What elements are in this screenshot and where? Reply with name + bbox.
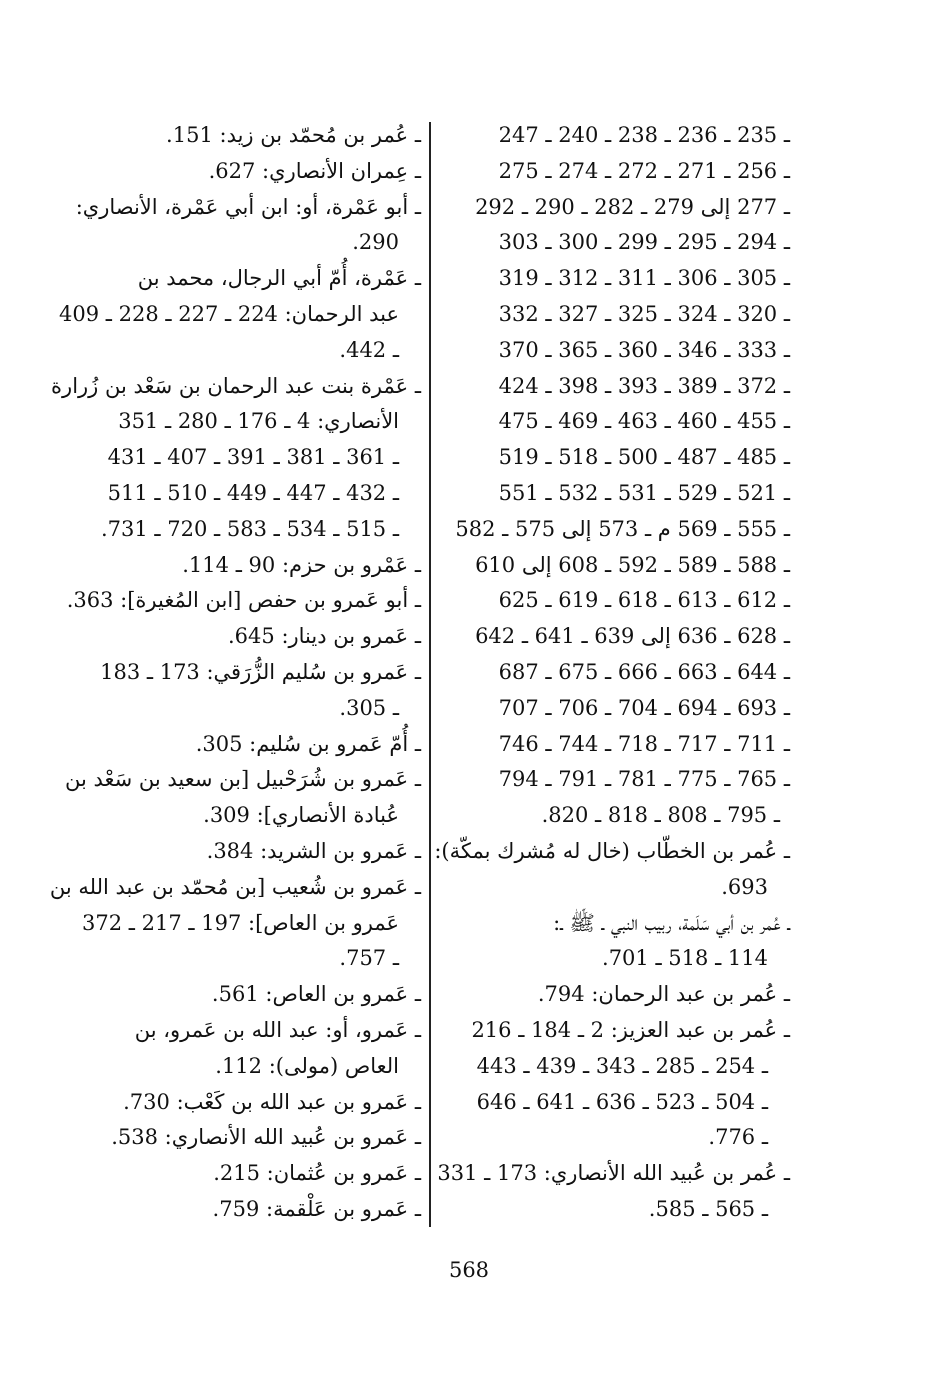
list-item: ـ 294 ـ 295 ـ 299 ـ 300 ـ 303 [498,230,790,255]
index-entry-continuation: ـ 757. [339,946,399,971]
index-entry-continuation: عَمرو بن العاص]: 197 ـ 217 ـ 372 [82,910,399,935]
index-entry-heading: ـ عَمرو بن سُليم الزُّرَقي: 173 ـ 183 [100,659,421,684]
index-entry-heading: ـ عَمرو بن شُعيب [بن مُحمّد بن عبد الله بن [49,874,421,899]
index-entry-continuation: ـ 515 ـ 534 ـ 583 ـ 720 ـ 731. [100,516,399,541]
left-column [46,118,421,1228]
index-entry-heading: ـ عَمْرة، أُمّ أبي الرجال، محمد بن [137,266,421,291]
index-entry-heading: ـ عُمر بن عُبيد الله الأنصاري: 173 ـ 331 [437,1161,790,1186]
page-number: 568 [448,1258,490,1282]
index-entry-heading: ـ عِمران الأنصاري: 627. [208,158,421,183]
index-entry-heading: ـ عَمرو بن دينار: 645. [227,624,421,649]
index-entry-heading: ـ عُمر بن عبد الرحمان: 794. [537,982,790,1007]
index-entry-heading: ـ عُمر بن أبي سَلَمة، ربيب النبي ـ ﷺ ـ: [553,910,790,935]
index-entry-continuation: 693. [721,874,768,899]
list-item: ـ 333 ـ 346 ـ 360 ـ 365 ـ 370 [498,337,790,362]
list-item: ـ 256 ـ 271 ـ 272 ـ 274 ـ 275 [498,158,790,183]
index-entry-continuation: ـ 442. [339,337,399,362]
index-entry-continuation: العاص (مولى): 112. [215,1053,399,1078]
index-entry-heading: ـ عُمر بن عبد العزيز: 2 ـ 184 ـ 216 [471,1017,790,1042]
index-entry-heading: ـ عُمر بن مُحمّد بن زيد: 151. [166,123,421,147]
index-entry-heading: ـ عَمرو بن عبد الله بن كَعْب: 730. [123,1089,421,1114]
list-item: ـ 320 ـ 324 ـ 325 ـ 327 ـ 332 [498,301,790,326]
index-entry-heading: ـ أبو عَمْرة، أو: ابن أبي عَمْرة، الأنصاري: [75,194,421,219]
index-entry-continuation: ـ 361 ـ 381 ـ 391 ـ 407 ـ 431 [107,445,399,470]
index-entry-heading: ـ عَمرو، أو: عبد الله بن عَمرو، بن [134,1017,421,1042]
list-item: ـ 235 ـ 236 ـ 238 ـ 240 ـ 247 [498,123,790,147]
list-item: ـ 305 ـ 306 ـ 311 ـ 312 ـ 319 [498,266,790,291]
index-entry-continuation: 290. [352,230,399,255]
index-entry-heading: ـ عُمر بن الخطّاب (خال له مُشرك بمكّة): [434,838,790,863]
list-item: ـ 644 ـ 663 ـ 666 ـ 675 ـ 687 [498,659,790,684]
list-item: ـ 485 ـ 487 ـ 500 ـ 518 ـ 519 [498,445,790,470]
index-entry-heading: ـ عَمرو بن شُرَحْبيل [بن سعيد بن سَعْد بن [64,767,421,792]
index-entry-continuation: عُبادة الأنصاري]: 309. [203,803,399,828]
index-entry-continuation: ـ 432 ـ 447 ـ 449 ـ 510 ـ 511 [107,480,399,505]
index-entry-heading: ـ أُمّ عَمرو بن سُليم: 305. [195,731,421,756]
list-item: ـ 588 ـ 589 ـ 592 ـ 608 إلى 610 [475,552,790,577]
index-entry-heading: ـ عَمرو بن عُبيد الله الأنصاري: 538. [111,1125,421,1150]
index-entry-heading: ـ عَمرو بن العاص: 561. [211,982,421,1007]
index-entry-continuation: 114 ـ 518 ـ 701. [602,946,768,971]
list-item: ـ 277 إلى 279 ـ 282 ـ 290 ـ 292 [475,194,790,219]
column-divider [429,122,431,1227]
list-item: ـ 795 ـ 808 ـ 818 ـ 820. [541,803,780,828]
index-entry-heading: ـ عَمْرة بنت عبد الرحمان بن سَعْد بن زُرارة [51,373,421,398]
index-entry-heading: ـ أبو عَمرو بن حفص [ابن المُغيرة]: 363. [66,588,421,613]
index-entry-heading: ـ عَمْرو بن حزم: 90 ـ 114. [182,552,421,577]
list-item: ـ 612 ـ 613 ـ 618 ـ 619 ـ 625 [498,588,790,613]
index-entry-continuation: ـ 565 ـ 585. [648,1196,768,1221]
index-entry-heading: ـ عَمرو بن الشريد: 384. [206,838,421,863]
index-entry-continuation: ـ 305. [339,695,399,720]
right-column [434,118,790,1228]
list-item: ـ 555 ـ 569 م ـ 573 إلى 575 ـ 582 [455,516,790,541]
index-entry-continuation: الأنصاري: 4 ـ 176 ـ 280 ـ 351 [118,409,399,434]
list-item: ـ 372 ـ 389 ـ 393 ـ 398 ـ 424 [498,373,790,398]
list-item: ـ 521 ـ 529 ـ 531 ـ 532 ـ 551 [498,480,790,505]
index-entry-continuation: ـ 254 ـ 285 ـ 343 ـ 439 ـ 443 [476,1053,768,1078]
index-entry-continuation: ـ 504 ـ 523 ـ 636 ـ 641 ـ 646 [476,1089,768,1114]
index-entry-heading: ـ عَمرو بن عَلْقمة: 759. [212,1196,421,1221]
list-item: ـ 765 ـ 775 ـ 781 ـ 791 ـ 794 [498,767,790,792]
index-entry-heading: ـ عَمرو بن عُثمان: 215. [213,1161,421,1186]
index-entry-continuation: ـ 776. [708,1125,768,1150]
list-item: ـ 693 ـ 694 ـ 704 ـ 706 ـ 707 [498,695,790,720]
list-item: ـ 455 ـ 460 ـ 463 ـ 469 ـ 475 [498,409,790,434]
index-entry-continuation: عبد الرحمان: 224 ـ 227 ـ 228 ـ 409 [59,301,399,326]
list-item: ـ 711 ـ 717 ـ 718 ـ 744 ـ 746 [498,731,790,756]
list-item: ـ 628 ـ 636 إلى 639 ـ 641 ـ 642 [475,624,790,649]
